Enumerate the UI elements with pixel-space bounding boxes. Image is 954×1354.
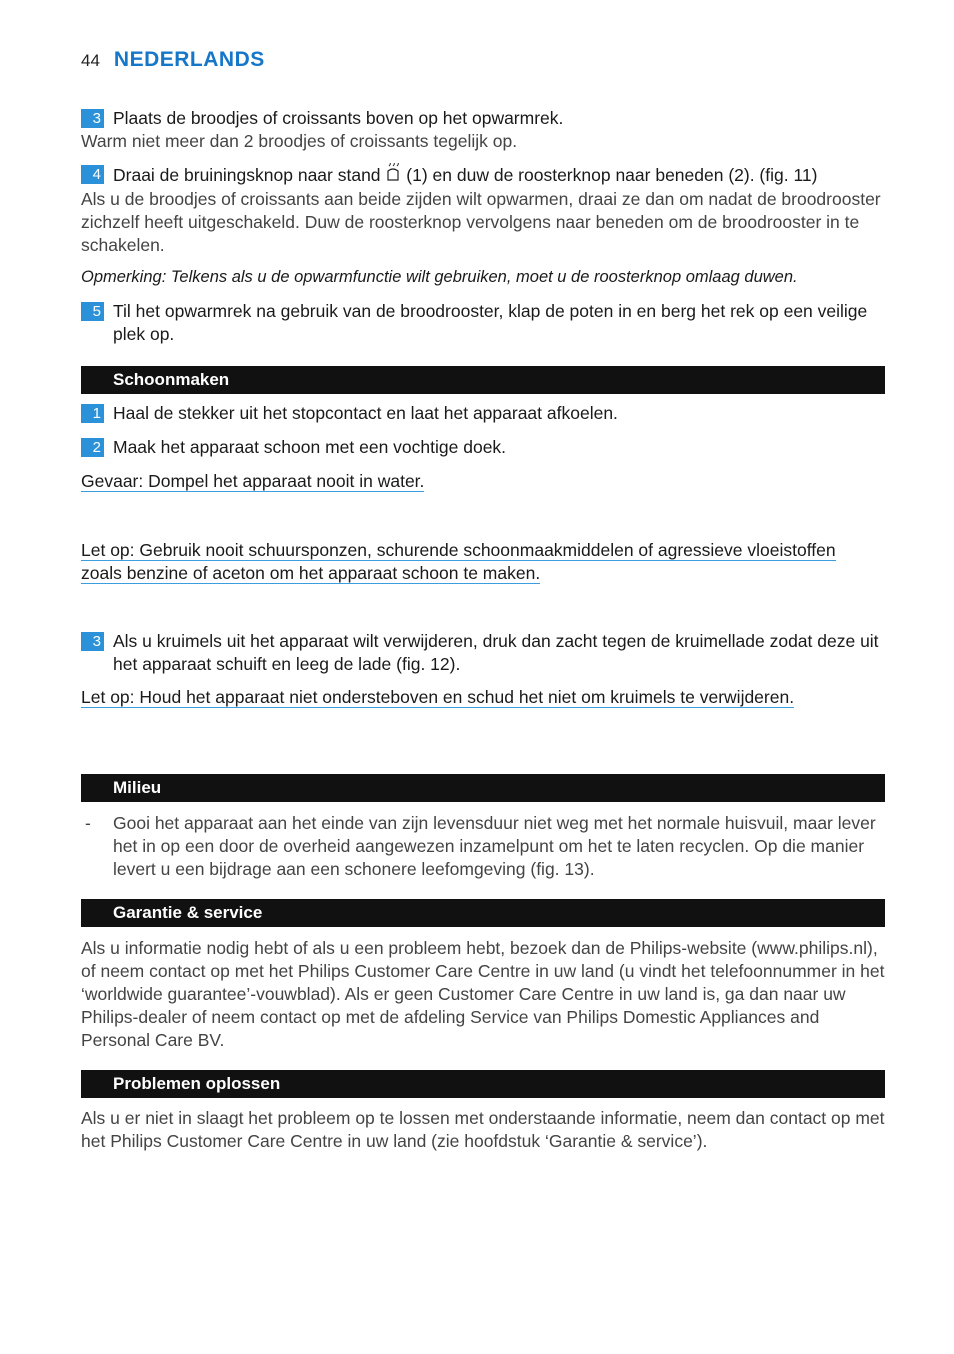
step-text: Als u kruimels uit het apparaat wilt verwijderen, druk dan zacht tegen de kruimellade zodat deze uit het apparaat schuift en leeg de lade (fig. 12). — [113, 631, 879, 674]
step-text-b: (1) en duw de roosterknop naar beneden (2). (fig. 11) — [406, 165, 818, 185]
caution-crumbs — [81, 686, 794, 709]
step-number: 3 — [81, 109, 104, 128]
step-subtext: Als u de broodjes of croissants aan beide zijden wilt opwarmen, draai ze dan om nadat de broodrooster zichzelf heeft uitgeschakeld. Duw de roosterknop vervolgens naar beneden om de broodrooster in te schakelen. — [81, 189, 881, 255]
step-5-rack — [81, 300, 885, 346]
step-number: 3 — [81, 632, 104, 651]
danger-warning — [81, 470, 424, 493]
page-number: 44 — [81, 51, 100, 70]
caution-text: Let op: Houd het apparaat niet ondersteboven en schud het niet om kruimels te verwijderen. — [81, 687, 795, 707]
step-number: 2 — [81, 438, 104, 457]
step-number: 4 — [81, 165, 104, 184]
note-warm-function: Opmerking: Telkens als u de opwarmfunctie wilt gebruiken, moet u de roosterknop omlaag duwen. — [81, 268, 798, 286]
env-text: Gooi het apparaat aan het einde van zijn levensduur niet weg met het normale huisvuil, maar lever het in op een door de overheid aangewezen inzamelpunt om het te laten recyclen. Op die manier levert u een bijdrage aan een schonere leefomgeving (fig. 13). — [113, 813, 876, 879]
caution-text-line1: Let op: Gebruik nooit schuursponzen, schurende schoonmaakmiddelen of agressieve vloeistoffen — [81, 540, 836, 560]
section-troubleshooting: Problemen oplossen — [81, 1070, 885, 1098]
troubleshooting-text: Als u er niet in slaagt het probleem op te lossen met onderstaande informatie, neem dan contact op met het Philips Customer Care Centre in uw land (zie hoofdstuk ‘Garantie & service’). — [81, 1108, 885, 1151]
step-text: Plaats de broodjes of croissants boven op het opwarmrek. — [113, 108, 564, 128]
page-header — [81, 48, 265, 74]
step-text: Maak het apparaat schoon met een vochtige doek. — [113, 437, 507, 457]
danger-text: Gevaar: Dompel het apparaat nooit in water. — [81, 471, 425, 491]
list-dash: - — [85, 813, 91, 833]
step-text-a: Draai de bruiningsknop naar stand — [113, 165, 381, 185]
step-number: 5 — [81, 302, 104, 321]
clean-step-1 — [81, 402, 885, 425]
step-text: Til het opwarmrek na gebruik van de broodrooster, klap de poten in en berg het rek op een veilige plek op. — [113, 301, 868, 344]
clean-step-2 — [81, 436, 885, 459]
step-number: 1 — [81, 404, 104, 423]
step-subtext: Warm niet meer dan 2 broodjes of croissants tegelijk op. — [81, 131, 518, 151]
section-warranty: Garantie & service — [81, 899, 885, 927]
step-text: Haal de stekker uit het stopcontact en laat het apparaat afkoelen. — [113, 403, 618, 423]
caution-cleaning — [81, 539, 836, 585]
step-3-warm — [81, 107, 885, 153]
step-4-warm — [81, 163, 885, 257]
warranty-text: Als u informatie nodig hebt of als u een probleem hebt, bezoek dan de Philips-website (www.philips.nl), of neem contact op met het Philips Customer Care Centre in uw land (u vindt het telefoonnummer in het ‘worldwide guarantee’-vouwblad). Als er geen Customer Care Centre in uw land is, ga dan naar uw Philips-dealer of neem contact op met de afdeling Service van Philips Domestic Appliances and Personal Care BV. — [81, 938, 885, 1050]
bun-warm-icon — [385, 163, 401, 188]
section-environment: Milieu — [81, 774, 885, 802]
env-item — [81, 812, 885, 881]
caution-text-line2: zoals benzine of aceton om het apparaat schoon te maken. — [81, 563, 541, 583]
clean-step-3 — [81, 630, 885, 676]
language-title: NEDERLANDS — [113, 48, 265, 71]
section-cleaning: Schoonmaken — [81, 366, 885, 394]
